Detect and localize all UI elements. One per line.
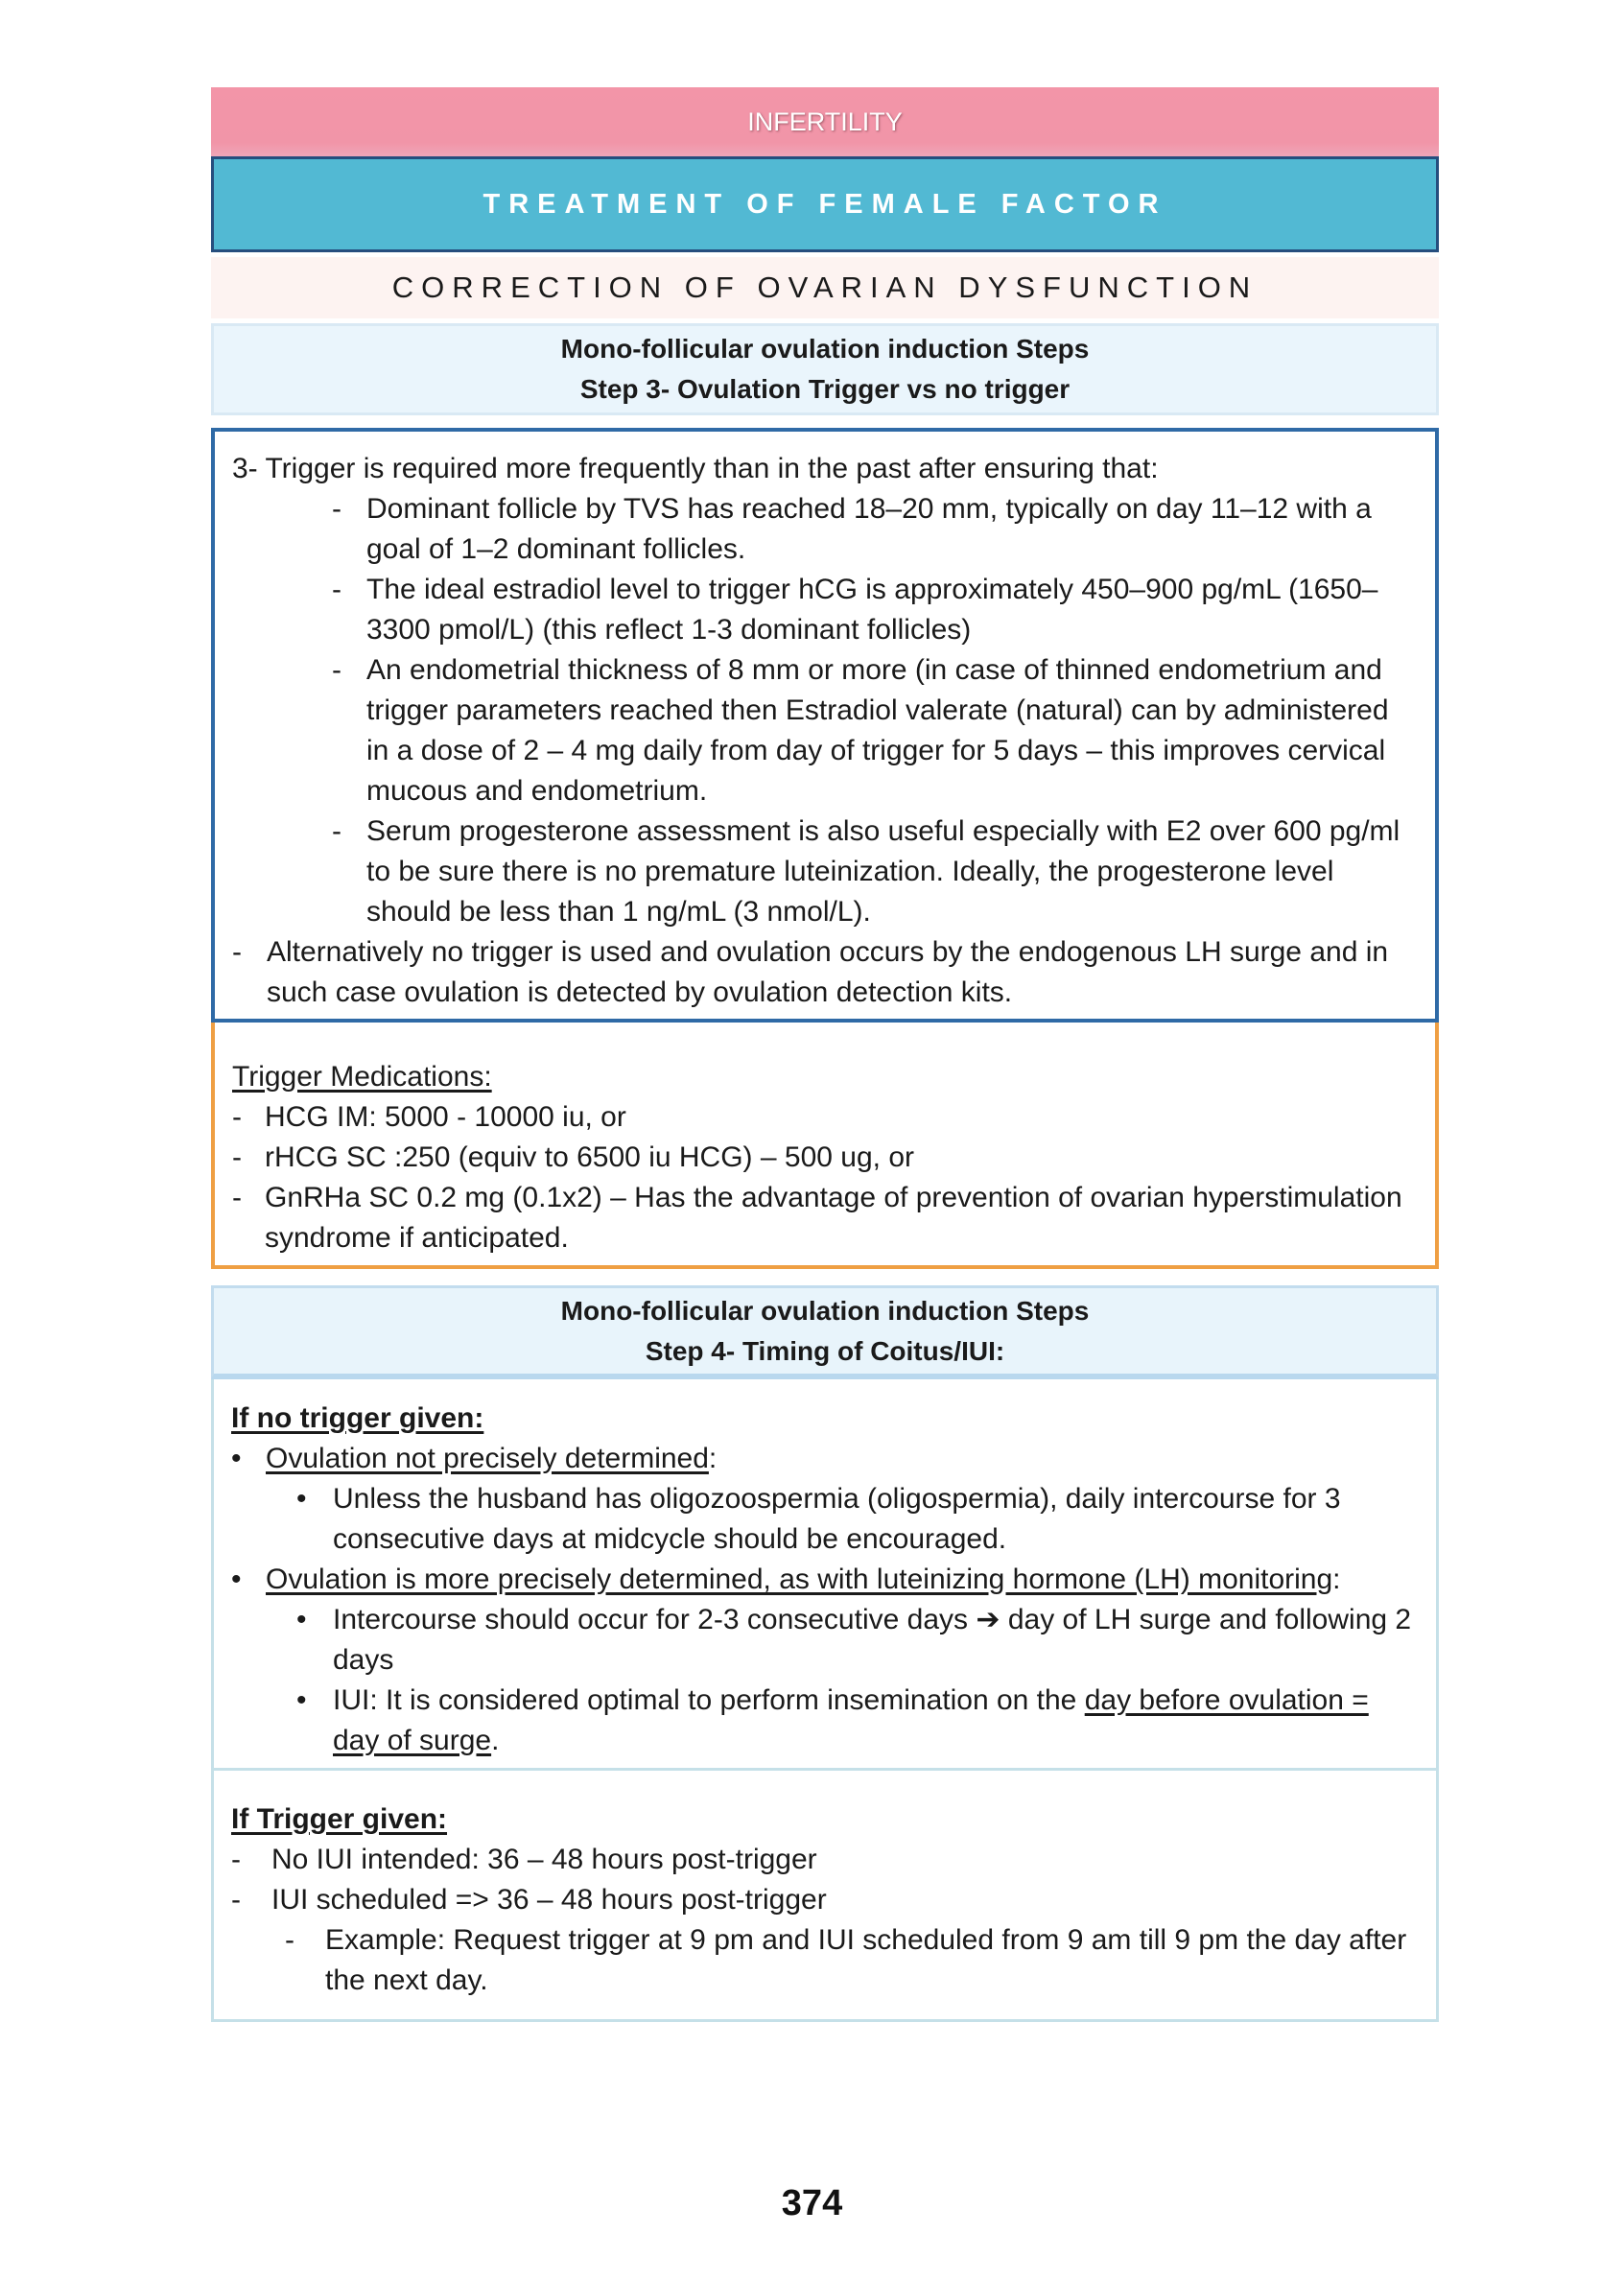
dash-bullet: - <box>232 1101 242 1133</box>
trigger-example: - Example: Request trigger at 9 pm and IUI scheduled from 9 am till 9 pm the day after the next day. <box>231 1920 1419 2001</box>
dash-bullet: - <box>232 1141 242 1173</box>
bullet-dot: • <box>231 1564 242 1595</box>
sub-bullet-item: • Intercourse should occur for 2-3 consecutive days ➔ day of LH surge and following 2 days <box>231 1600 1419 1681</box>
bullet-dot: • <box>296 1604 307 1635</box>
step3-title-line1: Mono-follicular ovulation induction Steps <box>560 334 1090 364</box>
trigger-item: - No IUI intended: 36 – 48 hours post-trigger <box>231 1840 1419 1880</box>
dash-bullet: - <box>232 1182 242 1213</box>
topic-title: CORRECTION OF OVARIAN DYSFUNCTION <box>391 270 1259 304</box>
condition-item: - The ideal estradiol level to trigger hCG is approximately 450–900 pg/mL (1650–3300 pmol/L) (this reflect 1-3 dominant follicles) <box>232 570 1418 650</box>
section-title: INFERTILITY <box>747 106 903 136</box>
trigger-given-title: If Trigger given: <box>231 1803 448 1835</box>
bullet-dot: • <box>231 1443 242 1474</box>
step3-header <box>211 323 1439 415</box>
trigger-intro: 3- Trigger is required more frequently than in the past after ensuring that: <box>232 453 1159 484</box>
medication-item: - GnRHa SC 0.2 mg (0.1x2) – Has the advantage of prevention of ovarian hyperstimulation syndrome if anticipated. <box>232 1178 1418 1258</box>
bullet-item: • Ovulation not precisely determined: <box>231 1439 1419 1479</box>
page-number: 374 <box>781 2183 843 2223</box>
alternative-item: - Alternatively no trigger is used and ovulation occurs by the endogenous LH surge and in such case ovulation is detected by ovulation detection kits. <box>232 932 1418 1013</box>
dash-bullet: - <box>332 574 341 605</box>
chapter-title: TREATMENT OF FEMALE FACTOR <box>482 188 1167 220</box>
step4-title-line1: Mono-follicular ovulation induction Steps <box>560 1295 1090 1326</box>
dash-bullet: - <box>231 1884 241 1916</box>
step4-header <box>211 1285 1439 1379</box>
trigger-item: - IUI scheduled => 36 – 48 hours post-trigger <box>231 1880 1419 1920</box>
no-trigger-section <box>214 1379 1436 1771</box>
trigger-medications-box <box>211 1023 1439 1269</box>
condition-item: - Dominant follicle by TVS has reached 18–20 mm, typically on day 11–12 with a goal of 1–2 dominant follicles. <box>232 489 1418 570</box>
bullet-dot: • <box>296 1483 307 1515</box>
trigger-criteria-box <box>211 428 1439 1023</box>
bullet-dot: • <box>296 1684 307 1716</box>
timing-box <box>211 1379 1439 2022</box>
dash-bullet: - <box>231 1844 241 1875</box>
section-banner <box>211 87 1439 156</box>
trigger-given-section <box>214 1771 1436 2001</box>
step4-title-line2: Step 4- Timing of Coitus/IUI: <box>645 1335 1005 1366</box>
dash-bullet: - <box>232 936 242 968</box>
condition-item: - Serum progesterone assessment is also useful especially with E2 over 600 pg/ml to be sure there is no premature luteinization. Ideally, the progesterone level should be less than 1 ng/mL (3 nmol/L). <box>232 811 1418 932</box>
dash-bullet: - <box>332 815 341 847</box>
medication-item: - HCG IM: 5000 - 10000 iu, or <box>232 1097 1418 1138</box>
condition-item: - An endometrial thickness of 8 mm or more (in case of thinned endometrium and trigger parameters reached then Estradiol valerate (natural) can by administered in a dose of 2 – 4 mg daily from day of trigger for 5 days – this improves cervical mucous and endometrium. <box>232 650 1418 811</box>
sub-bullet-item: • Unless the husband has oligozoospermia (oligospermia), daily intercourse for 3 consecutive days at midcycle should be encouraged. <box>231 1479 1419 1560</box>
chapter-banner <box>211 156 1439 252</box>
dash-bullet: - <box>332 493 341 525</box>
bullet-item: • Ovulation is more precisely determined, as with luteinizing hormone (LH) monitoring: <box>231 1560 1419 1600</box>
sub-bullet-item: • IUI: It is considered optimal to perform insemination on the day before ovulation = day of surge. <box>231 1681 1419 1761</box>
dash-bullet: - <box>332 654 341 686</box>
step3-title-line2: Step 3- Ovulation Trigger vs no trigger <box>579 374 1071 404</box>
topic-banner <box>211 257 1439 318</box>
dash-bullet: - <box>285 1924 294 1956</box>
no-trigger-title: If no trigger given: <box>231 1402 484 1434</box>
medications-title: Trigger Medications: <box>232 1061 492 1093</box>
medication-item: - rHCG SC :250 (equiv to 6500 iu HCG) – 500 ug, or <box>232 1138 1418 1178</box>
arrow-right-icon: ➔ <box>976 1604 1000 1635</box>
